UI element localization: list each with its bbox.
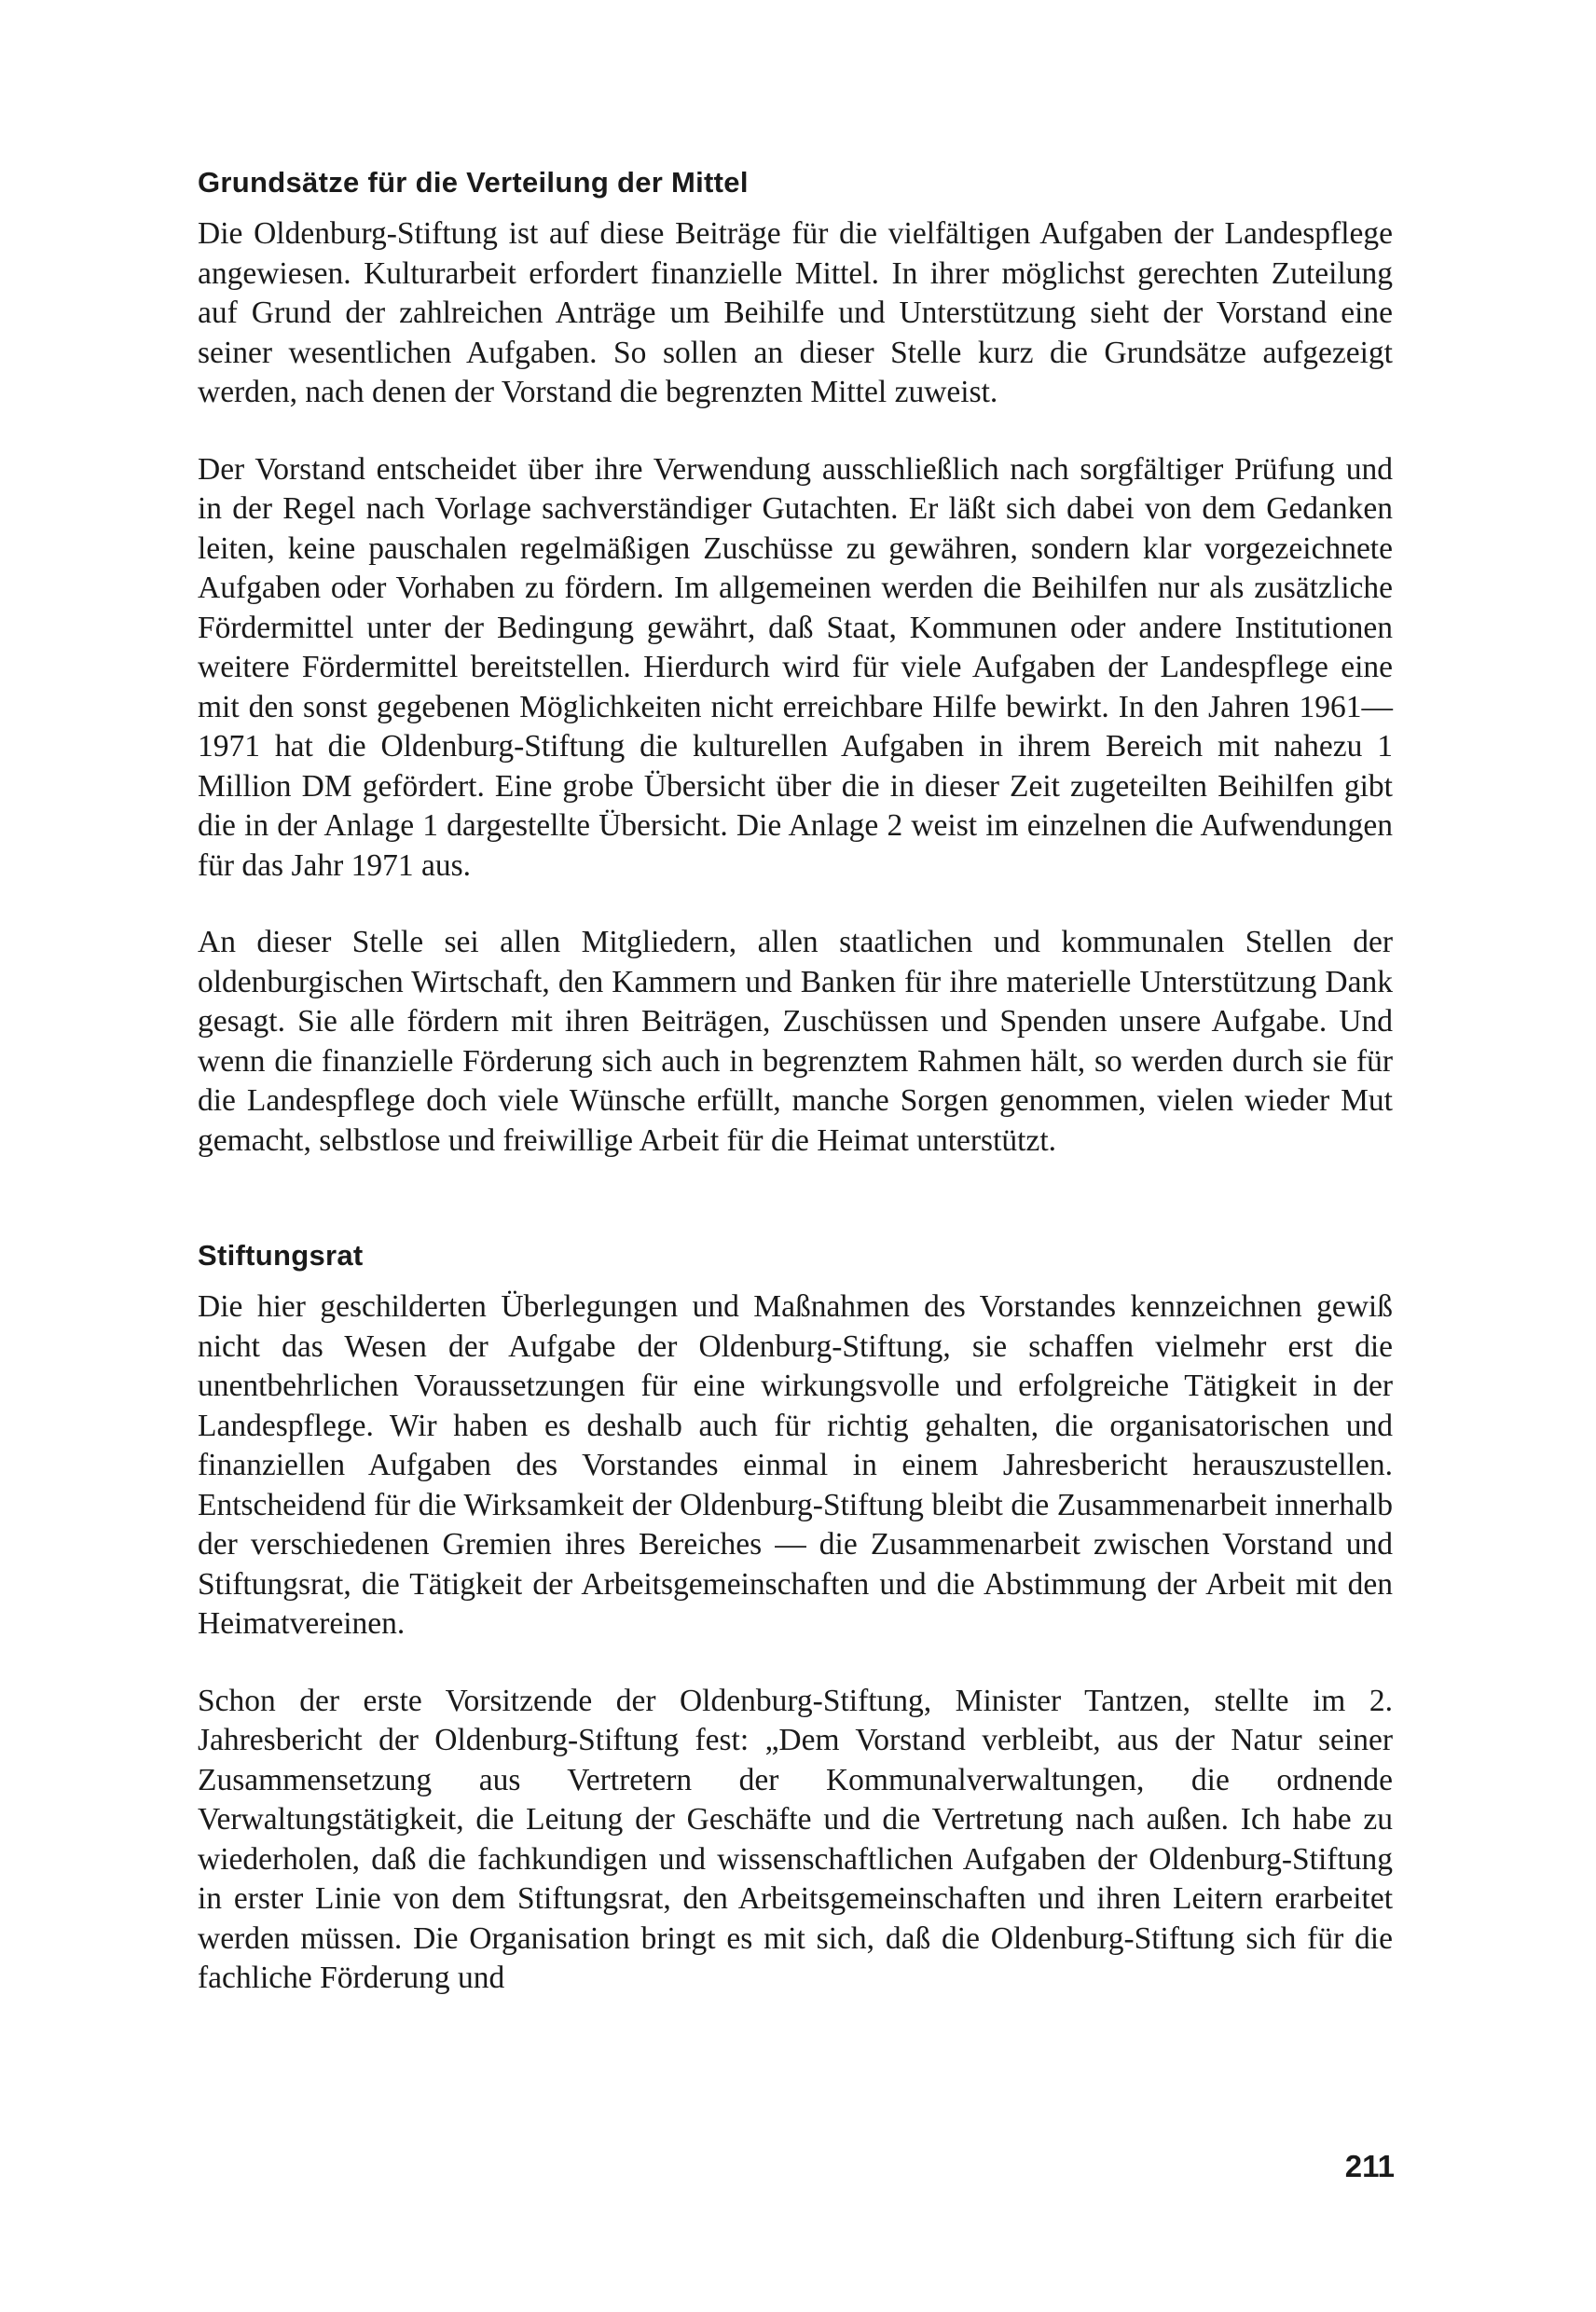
paragraph-4: Die hier geschilderten Überlegungen und Maßnahmen des Vorstandes kennzeichnen gewiß nicht das Wesen der Aufgabe der Oldenburg-Stiftung, sie schaffen vielmehr erst die unentbehrlichen Voraussetzungen für eine wirkungsvolle und erfolgreiche Tätigkeit in der Landespflege. Wir haben es deshalb auch für richtig gehalten, die organisatorischen und finanziellen Aufgaben des Vorstandes einmal in einem Jahresbericht herauszustellen. Entscheidend für die Wirksamkeit der Oldenburg-Stiftung bleibt die Zusammenarbeit innerhalb der verschiedenen Gremien ihres Bereiches — die Zusammenarbeit zwischen Vorstand und Stiftungsrat, die Tätigkeit der Arbeitsgemeinschaften und die Abstimmung der Arbeit mit den Heimatvereinen. (198, 1289, 1393, 1641)
paragraph-5: Schon der erste Vorsitzende der Oldenburg-Stiftung, Minister Tantzen, stellte im 2. Jahresbericht der Oldenburg-Stiftung fest: „Dem Vorstand verbleibt, aus der Natur seiner Zusammensetzung aus Vertretern der Kommunalverwaltungen, die ordnende Verwaltungstätigkeit, die Leitung der Geschäfte und die Vertretung nach außen. Ich habe zu wiederholen, daß die fachkundigen und wissenschaftlichen Aufgaben der Oldenburg-Stiftung in erster Linie von dem Stiftungsrat, den Arbeitsgemeinschaften und ihren Leitern erarbeitet werden müssen. Die Organisation bringt es mit sich, daß die Oldenburg-Stiftung sich für die fachliche Förderung und (198, 1683, 1393, 1995)
page-body (198, 164, 1393, 1999)
section-heading-verteilung: Grundsätze für die Verteilung der Mittel (198, 166, 749, 199)
section-heading-stiftungsrat: Stiftungsrat (198, 1239, 364, 1272)
paragraph-1: Die Oldenburg-Stiftung ist auf diese Beiträge für die vielfältigen Aufgaben der Landespflege angewiesen. Kulturarbeit erfordert finanzielle Mittel. In ihrer möglichst gerechten Zuteilung auf Grund der zahlreichen Anträge um Beihilfe und Unterstützung sieht der Vorstand eine seiner wesentlichen Aufgaben. So sollen an dieser Stelle kurz die Grundsätze aufgezeigt werden, nach denen der Vorstand die begrenzten Mittel zuweist. (198, 216, 1393, 409)
paragraph-3: An dieser Stelle sei allen Mitgliedern, allen staatlichen und kommunalen Stellen der oldenburgischen Wirtschaft, den Kammern und Banken für ihre materielle Unterstützung Dank gesagt. Sie alle fördern mit ihren Beiträgen, Zuschüssen und Spenden unsere Aufgabe. Und wenn die finanzielle Förderung sich auch in begrenztem Rahmen hält, so werden durch sie für die Landespflege doch viele Wünsche erfüllt, manche Sorgen genommen, vielen wieder Mut gemacht, selbstlose und freiwillige Arbeit für die Heimat unterstützt. (198, 925, 1393, 1158)
page-number: 211 (1344, 2149, 1395, 2183)
paragraph-2: Der Vorstand entscheidet über ihre Verwendung ausschließlich nach sorgfältiger Prüfung und in der Regel nach Vorlage sachverständiger Gutachten. Er läßt sich dabei von dem Gedanken leiten, keine pauschalen regelmäßigen Zuschüsse zu gewähren, sondern klar vorgezeichnete Aufgaben oder Vorhaben zu fördern. Im allgemeinen werden die Beihilfen nur als zusätzliche Fördermittel unter der Bedingung gewährt, daß Staat, Kommunen oder andere Institutionen weitere Fördermittel bereitstellen. Hierdurch wird für viele Aufgaben der Landespflege eine mit den sonst gegebenen Möglichkeiten nicht erreichbare Hilfe bewirkt. In den Jahren 1961—1971 hat die Oldenburg-Stiftung die kulturellen Aufgaben in ihrem Bereich mit nahezu 1 Million DM gefördert. Eine grobe Übersicht über die in dieser Zeit zugeteilten Beihilfen gibt die in der Anlage 1 dargestellte Übersicht. Die Anlage 2 weist im einzelnen die Aufwendungen für das Jahr 1971 aus. (198, 451, 1393, 883)
